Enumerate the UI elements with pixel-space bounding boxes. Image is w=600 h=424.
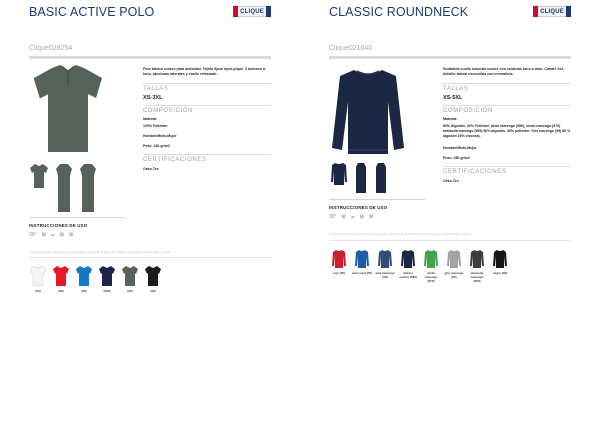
sweatshirt-thumb-back[interactable] xyxy=(374,162,388,194)
iron-icon: ⌓ xyxy=(350,214,355,220)
color-swatch[interactable]: (580) xyxy=(98,265,116,293)
polo-swatch-icon xyxy=(52,265,70,287)
certificaciones-label: CERTIFICACIONES xyxy=(443,169,507,175)
fine-print: Los productos están disponibles en las categorías mostradas. El precio del producto varía según la tabla de tallas y colores. xyxy=(329,233,472,236)
no-tumble-dry-icon: ⊠ xyxy=(68,232,74,238)
divider xyxy=(329,240,571,241)
tallas-label: TALLAS xyxy=(443,86,469,92)
brand-logo: CLIQUE xyxy=(533,6,571,17)
sweatshirt-swatch-icon xyxy=(354,249,370,269)
material-value: 100% Poliéster xyxy=(143,124,168,128)
tallas-value: XS-3XL xyxy=(143,95,163,101)
genero: Hombre/Mixto,Mujer xyxy=(143,134,177,138)
color-swatch[interactable]: azul royal (55) xyxy=(352,249,372,283)
no-tumble-dry-icon: ⊠ xyxy=(368,214,374,220)
divider xyxy=(143,105,271,106)
sweatshirt-swatch-icon xyxy=(400,249,416,269)
instrucciones-uso-title: INSTRUCCIONES DE USO xyxy=(29,223,88,228)
sweatshirt-swatch-icon xyxy=(469,249,485,269)
material-label: Material: xyxy=(443,117,458,121)
tallas-label: TALLAS xyxy=(143,86,169,92)
wash-30-icon: 30° xyxy=(329,214,337,220)
sweatshirt-thumb-side[interactable] xyxy=(354,162,368,194)
peso: Peso: 280 gr/m2 xyxy=(443,156,470,160)
instrucciones-uso-title: INSTRUCCIONES DE USO xyxy=(329,205,388,210)
brand-logo: CLIQUE xyxy=(233,6,271,17)
fine-print: Los productos están disponibles en las categorías mostradas. El precio del producto varía según la tabla de tallas y colores. xyxy=(29,251,172,254)
color-swatches xyxy=(329,249,510,283)
tallas-value: XS-5XL xyxy=(443,95,463,101)
material-label: Material: xyxy=(143,117,158,121)
polo-thumb-back[interactable] xyxy=(79,163,97,213)
polo-swatch-icon xyxy=(98,265,116,287)
polo-swatch-icon xyxy=(121,265,139,287)
material-value: 80% Algodón, 20% Poliéster (Azul marengo (580), verde marengo (670) antracita marengo (955) 50% algodón, 45% poliéster. Gris marengo (95) 85 % algodón 15% viscosa). xyxy=(443,124,571,138)
sweatshirt-main-image xyxy=(330,66,406,158)
sweatshirt-thumbnails xyxy=(330,162,388,194)
color-swatch[interactable]: negro (99) xyxy=(490,249,510,283)
product-title: CLASSIC ROUNDNECK xyxy=(329,5,469,19)
color-swatch[interactable]: azul marengo (58) xyxy=(375,249,395,283)
right-product-page xyxy=(300,0,600,424)
wash-30-icon: 30° xyxy=(29,232,37,238)
composicion-label: COMPOSICIÓN xyxy=(143,108,193,114)
product-description: Polo básico unisex para actividad. Tejido Spun dyed piqué. 3 botones a tono, aberturas laterales y cuello reforzado. xyxy=(143,67,265,77)
divider xyxy=(143,83,271,84)
product-title: BASIC ACTIVE POLO xyxy=(29,5,155,19)
polo-swatch-icon xyxy=(75,265,93,287)
sweatshirt-swatch-icon xyxy=(377,249,393,269)
certificacion-value: Oeko-Tex xyxy=(143,167,159,171)
polo-thumbnails xyxy=(29,163,97,213)
divider xyxy=(29,257,271,258)
color-swatches xyxy=(29,265,162,293)
color-swatch[interactable]: verde marengo (670) xyxy=(421,249,441,283)
polo-swatch-icon xyxy=(29,265,47,287)
color-swatch[interactable]: (99) xyxy=(144,265,162,293)
polo-main-image xyxy=(30,64,106,156)
care-icons xyxy=(329,214,373,220)
divider xyxy=(443,83,571,84)
genero: Hombre/Mixto,Mujer xyxy=(443,146,477,150)
divider xyxy=(329,199,425,200)
peso: Peso: 160 gr/m2 xyxy=(143,144,170,148)
polo-swatch-icon xyxy=(144,265,162,287)
color-swatch[interactable]: (00) xyxy=(29,265,47,293)
color-swatch[interactable]: (95) xyxy=(121,265,139,293)
no-dryclean-icon: ⊠ xyxy=(359,214,364,220)
polo-thumb-front[interactable] xyxy=(29,163,49,189)
product-description: Sudadera cuello redondo unisex con costuras tono a tono. Canalé 2x2, bolsillo lateral escondido con cremallera. xyxy=(443,67,565,77)
certificacion-value: Oeko-Tex xyxy=(443,179,459,183)
sweatshirt-swatch-icon xyxy=(423,249,439,269)
sweatshirt-swatch-icon xyxy=(446,249,462,269)
sweatshirt-thumb-front[interactable] xyxy=(330,162,348,186)
sweatshirt-swatch-icon xyxy=(492,249,508,269)
color-swatch[interactable]: marino oscuro (580) xyxy=(398,249,418,283)
color-swatch[interactable]: gris marengo (95) xyxy=(444,249,464,283)
divider xyxy=(443,105,571,106)
divider xyxy=(143,154,271,155)
no-bleach-icon: ⊠ xyxy=(341,214,346,220)
divider xyxy=(443,166,571,167)
color-swatch[interactable]: antracita marengo (955) xyxy=(467,249,487,283)
product-code: Clique021040 xyxy=(329,45,373,52)
polo-thumb-side[interactable] xyxy=(55,163,73,213)
color-swatch[interactable]: (35) xyxy=(52,265,70,293)
product-code: Clique028254 xyxy=(29,45,73,52)
certificaciones-label: CERTIFICACIONES xyxy=(143,157,207,163)
care-icons xyxy=(29,232,73,238)
iron-icon: ⌓ xyxy=(50,232,55,238)
divider xyxy=(29,217,125,218)
divider xyxy=(329,56,571,59)
no-bleach-icon: ⊠ xyxy=(41,232,46,238)
divider xyxy=(29,56,271,59)
color-swatch[interactable]: (55) xyxy=(75,265,93,293)
no-dryclean-icon: ⊠ xyxy=(59,232,64,238)
color-swatch[interactable]: rojo (35) xyxy=(329,249,349,283)
sweatshirt-swatch-icon xyxy=(331,249,347,269)
composicion-label: COMPOSICIÓN xyxy=(443,108,493,114)
